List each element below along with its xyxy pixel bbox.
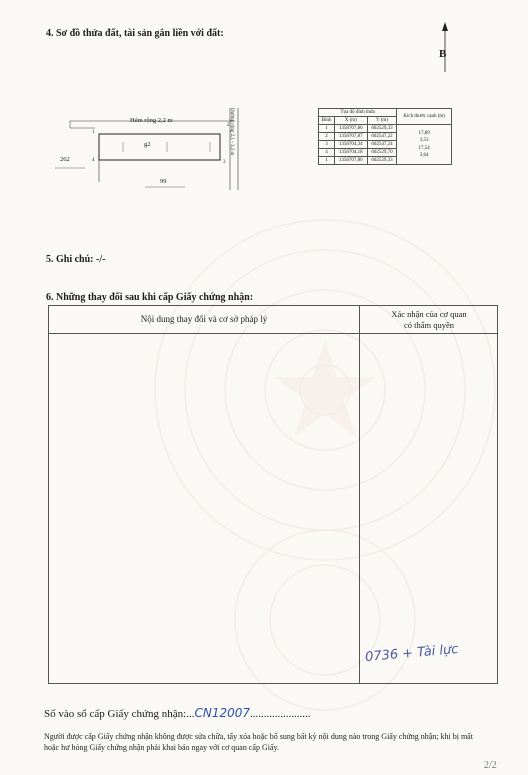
row-y: 602529,33 [367, 157, 397, 165]
coord-header: Tọa độ đỉnh thửa [319, 109, 397, 117]
serial-number-line [44, 706, 311, 720]
north-label: B [439, 48, 447, 60]
row-y: 602529,33 [367, 125, 397, 133]
row-vertex: 4 [319, 149, 335, 157]
row-x: 1358704,34 [334, 141, 367, 149]
column-divider [359, 306, 360, 683]
row-y: 602547,22 [367, 133, 397, 141]
road-right-label: Đường rộng 2,1 - 3,3 m [229, 108, 234, 156]
point-1-label: 1 [92, 130, 95, 135]
length-value: 17,54 [418, 145, 430, 151]
row-x: 1358707,80 [334, 157, 367, 165]
page-number: 2/2 [484, 760, 497, 771]
row-x: 1358707,87 [334, 133, 367, 141]
point-2-label: 2 [227, 123, 230, 128]
row-x: 1358707,80 [334, 125, 367, 133]
row-vertex: 1 [319, 125, 335, 133]
neighbor-bottom-label: 99 [160, 178, 167, 185]
length-value: 17,89 [418, 130, 430, 136]
certificate-warning: Người được cấp Giấy chứng nhận không được sửa chữa, tẩy xóa hoặc bổ sung bất kỳ nội dung nào trong Giấy chứng nhận; khi bị mất hoặc hư hỏng Giấy chứng nhận phải khai báo ngay với cơ quan cấp Giấy. [44, 732, 473, 752]
changes-content-header: Nội dung thay đổi và cơ sở pháp lý [140, 314, 268, 324]
authority-header-line1: Xác nhận của cơ quan [391, 309, 467, 319]
col-vertex: Đỉnh [319, 117, 335, 125]
changes-table [48, 305, 498, 684]
row-y: 602529,70 [367, 149, 397, 157]
length-value: 3,64 [419, 153, 429, 158]
length-header: Kích thước cạnh (m) [397, 109, 452, 125]
header-divider [49, 333, 497, 334]
serial-dots: ...................... [250, 708, 311, 720]
authority-confirmation-header [359, 309, 499, 331]
lengths-cell [397, 125, 452, 165]
section-5-heading: 5. Ghi chú: -/- [46, 254, 106, 265]
section-4-heading: 4. Sơ đồ thửa đất, tài sản gắn liền với đất: [46, 28, 224, 39]
serial-value: CN12007 [194, 706, 250, 720]
row-y: 602547,24 [367, 141, 397, 149]
neighbor-left-label: 262 [60, 156, 70, 163]
col-y: Y (m) [367, 117, 397, 125]
road-top-label: Hẻm rộng 2,2 m [130, 117, 173, 124]
coordinate-table [318, 108, 452, 165]
length-value: 3,53 [419, 138, 429, 143]
parcel-label: g2 [144, 141, 151, 148]
row-vertex: 3 [319, 141, 335, 149]
row-vertex: 2 [319, 133, 335, 141]
row-vertex: 1 [319, 157, 335, 165]
point-3-label: 3 [223, 160, 226, 165]
authority-header-line2: có thẩm quyền [403, 320, 455, 330]
handwritten-note: 0736 + Tài lực [364, 641, 460, 666]
row-x: 1358704,18 [334, 149, 367, 157]
col-x: X (m) [334, 117, 367, 125]
point-4-label: 4 [92, 158, 95, 163]
section-6-heading: 6. Những thay đổi sau khi cấp Giấy chứng nhận: [46, 292, 254, 303]
serial-label: Số vào sổ cấp Giấy chứng nhận:... [44, 708, 195, 720]
